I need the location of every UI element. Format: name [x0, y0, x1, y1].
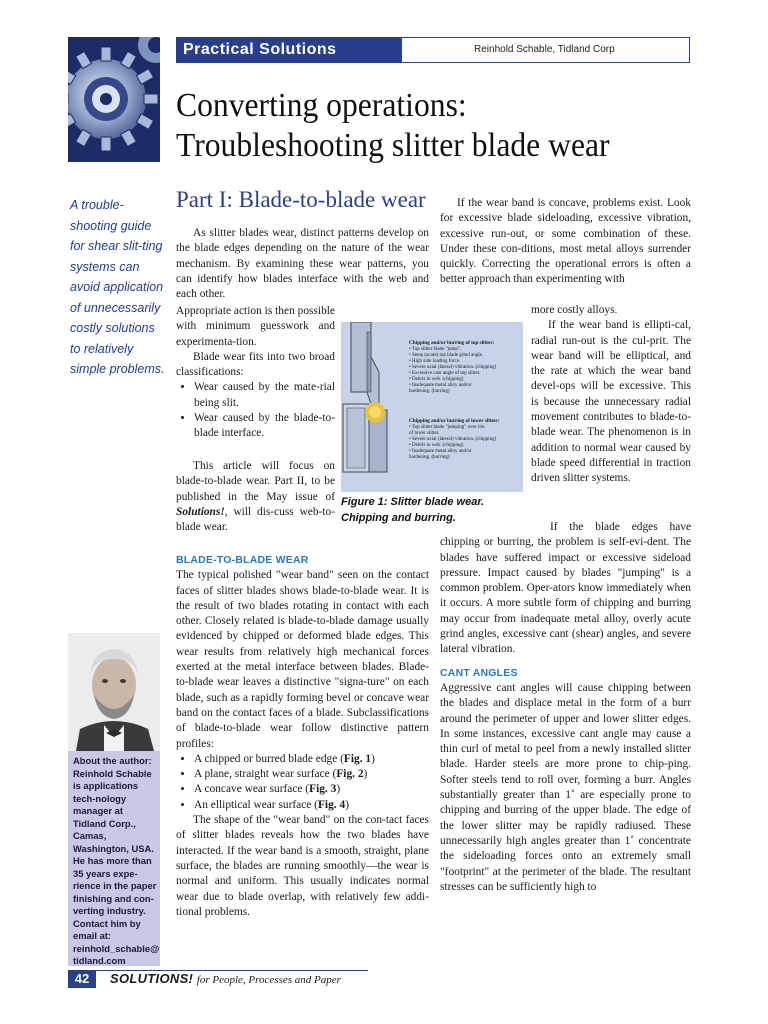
label-line: • Inadequate metal alloy and/or	[409, 449, 472, 454]
col1-narrow	[176, 304, 335, 442]
paragraph: As slitter blades wear, distinct patterns develop on the blade edges depending on the nature of the wear mechanism. By examining these wear patterns, you can identify how blades interface with the web and each other.	[176, 227, 429, 301]
wear-pattern-list	[176, 752, 429, 813]
text-run: A plane, straight wear surface (	[194, 768, 337, 781]
page-title	[176, 86, 660, 166]
label-line: • Excessive cant angle of top slitter.	[409, 371, 481, 376]
figure-ref: Fig. 1	[343, 752, 372, 765]
figure-label-bottom	[409, 418, 519, 461]
classification-list	[176, 380, 335, 441]
list-item	[194, 752, 429, 767]
label-line: • Debris in web. (chipping).	[409, 443, 465, 448]
section-banner: Practical Solutions	[176, 37, 401, 63]
label-line: • Top slitter blade "jumping" over rim	[409, 425, 485, 430]
subhead-blade-to-blade: BLADE-TO-BLADE WEAR	[176, 554, 309, 566]
list-item: • Wear caused by the mate-rial being slit.	[194, 380, 335, 411]
paragraph: The shape of the "wear band" on the con-tact faces of slitter blades reveals how the two blades have interacted. If the wear band is a smooth, straight, plane surface, the blades are running smoothly—the wear is normal and uniform. This usually indicates normal wear due to blade overlap, with relatively few addi-tional problems.	[176, 814, 429, 918]
list-item	[194, 767, 429, 782]
label-line: • Inadequate metal alloy and/or	[409, 383, 472, 388]
figure-1	[341, 322, 523, 492]
author-bio: About the author: Reinhold Schable is applications tech-nology manager at Tidland Corp., Camas, Washington, USA. He has more than 35 years expe-rience in the paper finishing and con-verting industry. Contact him by email at: reinhold_schable@ tidland.com	[68, 751, 160, 966]
footer-tagline: for People, Processes and Paper	[196, 974, 341, 986]
label-line: • Severe axial (lateral) vibration. (chipping)	[409, 437, 497, 442]
col2-narrow	[531, 303, 691, 487]
figure-ref: Fig. 4	[317, 798, 346, 811]
text-run: )	[345, 798, 349, 811]
text-run: )	[336, 783, 341, 796]
col1-intro	[176, 226, 429, 302]
title-line-2: Troubleshooting slitter blade wear	[176, 127, 610, 164]
paragraph: The typical polished "wear band" seen on the contact faces of slitter blades shows blade-to-blade wear. It is the result of two blades rotating in contact with each other. Closely related is blade-to-blade damage usually evidenced by chipped or deformed blade edges. This wear results from relatively high mechanical forces exerted at the metal interface between blades. Blade-to-blade wear leaves a distinctive "signa-ture" on each blade, such as a rapidly forming bevel or concave wear band on the contact faces of a blade. Subclassifications of blade-to-blade wear follow distinctive pattern profiles:	[176, 569, 429, 750]
gear-illustration	[68, 37, 160, 162]
portrait-image	[68, 633, 160, 751]
label-title: Chipping and/or burring of lower slitter:	[409, 418, 500, 424]
deck-text: A trouble-shooting guide for shear slit-ting systems can avoid application of unnecessarily costly solutions to relatively simple problems.	[70, 198, 165, 376]
paragraph: Aggressive cant angles will cause chipping between the blades and displace metal in the form of a burr around the perimeter of upper and lower slitter edges. In some instances, excessive cant angle may cause a thin curl of metal to peel from a newly installed slitter blade. Harder steels are more prone to chip-ping. Softer steels tend to roll over, forming a burr. Angles substantially greater than 1˚ are especially prone to chipping and burring of the upper blade. The edge of the lower slitter may be rapidly radiused. These unnecessarily high angles greater than 1˚ concentrate the sideloading forces onto an extremely small "footprint" at the perimeter of the blade. The resultant stresses can be sufficiently high to	[440, 681, 691, 893]
text-run: )	[371, 752, 375, 765]
paragraph: If the wear band is concave, problems exist. Look for excessive blade sideloading, excessive vibration, excessive run-out, or some combination of these. Under these con-ditions, most metal alloys surrender quickly. Correcting the operational errors is often a better approach than experimenting with	[440, 197, 691, 286]
gear-icon	[68, 37, 160, 162]
label-line: • Top slitter blade "jump".	[409, 347, 462, 352]
footer-brand: SOLUTIONS!	[110, 971, 194, 986]
paragraph: If the blade edges have chipping or burring, the problem is self-evi-dent. The blades have suffered impact or excessive sideload pressure. Impact caused by blades "jumping" is a common problem. Oper-ators know immediately when it occurs. A more subtle form of chipping and burring may occur from inadequate metal alloy, overly acute grind angles, excessive cant (shear) angles, and severe lateral vibration.	[440, 521, 691, 656]
text-run: , will dis-cuss web-to-blade wear.	[176, 505, 335, 534]
col1-main	[176, 553, 429, 920]
paragraph: Blade wear fits into two broad classifications:	[176, 350, 335, 379]
figure-ref: Fig. 3	[309, 783, 337, 796]
title-line-1: Converting operations:	[176, 87, 467, 124]
text-run: )	[363, 768, 368, 781]
list-item: • Wear caused by the blade-to-blade interface.	[194, 411, 335, 442]
page-number: 42	[68, 970, 96, 988]
text-run: A concave wear surface (	[194, 783, 310, 796]
label-line: • Severe axial (lateral) vibration. (chipping)	[409, 365, 497, 370]
paragraph: Appropriate action is then possible with minimum guesswork and experimenta-tion.	[176, 305, 335, 348]
author-photo	[68, 633, 160, 751]
figure-ref: Fig. 2	[336, 768, 364, 781]
figure-caption: Figure 1: Slitter blade wear. Chipping and burring.	[341, 496, 485, 524]
subhead-cant-angles: CANT ANGLES	[440, 666, 518, 679]
label-line: • Debris in web. (chipping)	[409, 377, 464, 382]
footer-masthead	[110, 971, 341, 988]
part-title: Part I: Blade-to-blade wear	[176, 187, 426, 212]
label-line: • Steep (acute) top blade grind angle.	[409, 353, 484, 358]
text-run: An elliptical wear surface (	[194, 798, 318, 811]
paragraph: If the wear band is ellipti-cal, radial run-out is the cul-prit. The wear band will be elliptical, and the rate at which the wear band devel-ops will be excessive. This is because the unnecessary radial movement contributes to blade-to-blade wear. The phenomenon is in addition to normal wear caused by blade speed differential in traction driven slitter systems.	[531, 319, 691, 485]
label-line: hardening. (burring)	[409, 455, 450, 460]
spacer	[440, 658, 691, 666]
label-line: of lower slitter.	[409, 431, 440, 436]
col2-main	[440, 520, 691, 895]
byline: Reinhold Schable, Tidland Corp	[401, 37, 690, 63]
list-item	[194, 798, 429, 813]
text-run: This article will focus on blade-to-blade wear. Part II, to be published in the May issue of	[176, 460, 335, 503]
text-run: A chipped or burred blade edge (	[194, 752, 344, 765]
list-item	[194, 782, 429, 797]
magazine-name: Solutions!	[176, 505, 225, 518]
label-line: hardening. (burring)	[409, 389, 450, 394]
col2-top	[440, 196, 691, 288]
label-line: • High side loading force.	[409, 359, 461, 364]
label-title: Chipping and/or burring of top slitter:	[409, 340, 495, 346]
paragraph: more costly alloys.	[531, 304, 618, 316]
col1-focus	[176, 459, 335, 535]
figure-label-top	[409, 340, 519, 395]
paragraph	[176, 459, 335, 535]
